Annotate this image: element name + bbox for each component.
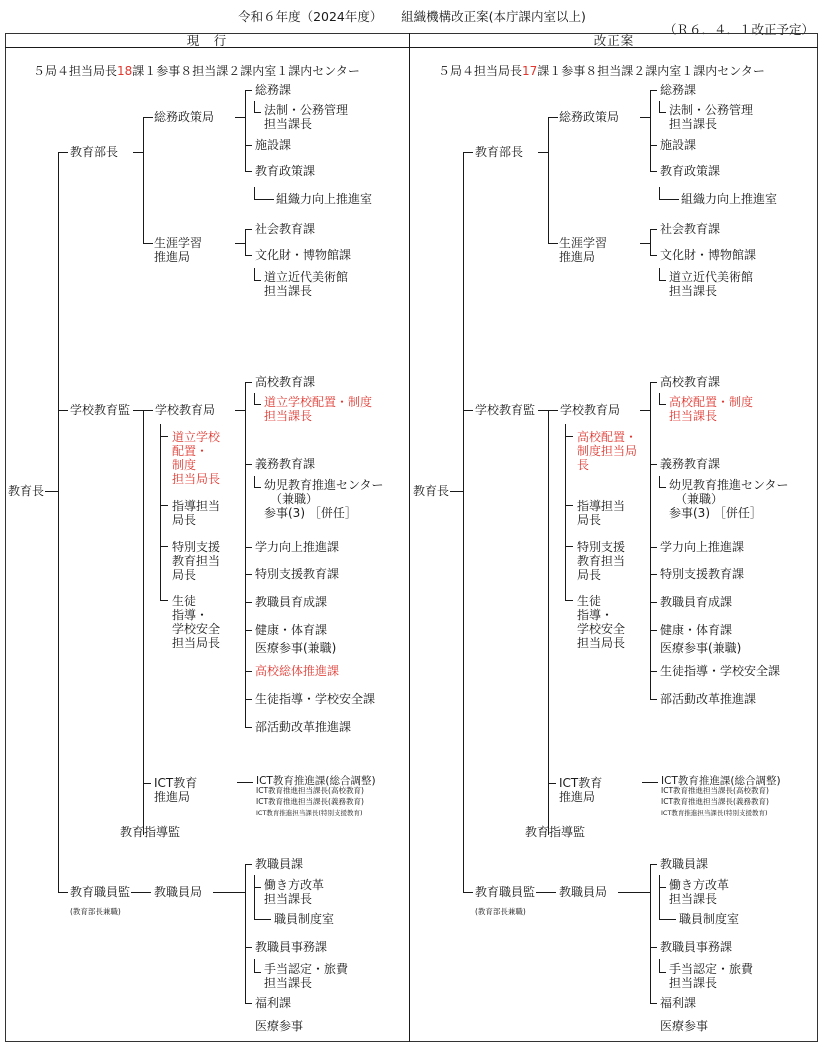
connector	[463, 410, 473, 411]
node-office: 組織力向上推進室	[276, 192, 373, 206]
connector	[235, 117, 245, 118]
connector	[650, 671, 657, 672]
node-somu-bureau: 総務政策局	[559, 110, 620, 124]
connector	[650, 382, 657, 383]
node-section: 文化財・博物館課	[660, 248, 757, 262]
node-section-sub: 道立近代美術館 担当課長	[669, 270, 754, 298]
connector	[650, 90, 657, 91]
connector	[659, 919, 676, 920]
connector	[659, 875, 660, 919]
connector	[245, 727, 252, 728]
node-center: 幼児教育推進センター （兼職） 参事(3) ［併任］	[264, 478, 384, 520]
connector	[536, 892, 556, 893]
connector	[235, 410, 245, 411]
connector	[245, 171, 252, 172]
connector	[254, 972, 261, 973]
connector	[254, 875, 255, 919]
node-office: 職員制度室	[274, 912, 335, 926]
connector	[650, 255, 657, 256]
summary-line: ５局４担当局長18課１参事８担当課２課内室１課内センター	[33, 64, 360, 78]
connector	[650, 947, 657, 948]
section-count: 17	[522, 64, 538, 78]
connector	[650, 145, 657, 146]
connector	[160, 424, 161, 600]
connector	[245, 464, 252, 465]
connector	[143, 117, 144, 244]
node-sub-chief: 生徒 指導・ 学校安全 担当局長	[172, 594, 221, 650]
summary-line: ５局４担当局長17課１参事８担当課２課内室１課内センター	[438, 64, 765, 78]
connector	[254, 280, 261, 281]
connector	[245, 947, 252, 948]
connector	[245, 229, 252, 230]
connector	[463, 152, 464, 893]
node-section: 教職員育成課	[255, 595, 328, 609]
node-ict-bureau: ICT教育 推進局	[559, 776, 603, 804]
column-header-proposed: 改正案	[593, 33, 635, 48]
node-school-supervisor: 学校教育監	[70, 403, 131, 417]
connector	[650, 229, 651, 255]
connector	[143, 243, 153, 244]
connector	[548, 783, 556, 784]
node-sub-chief: 指導担当 局長	[577, 499, 626, 527]
node-ict-sub: ICT教育推進担当課長(義務教育)	[661, 797, 769, 806]
connector	[548, 117, 549, 244]
node-section-sub: 法制・公務管理 担当課長	[264, 103, 349, 131]
connector	[160, 546, 168, 547]
connector	[450, 491, 463, 492]
connector	[245, 382, 252, 383]
connector	[160, 505, 168, 506]
connector	[659, 393, 660, 404]
connector	[650, 602, 657, 603]
connector	[245, 229, 246, 255]
node-section: 学力向上推進課	[255, 540, 340, 554]
node-section-sub: 道立近代美術館 担当課長	[264, 270, 349, 298]
connector	[640, 117, 650, 118]
connector	[58, 152, 59, 893]
connector	[650, 171, 657, 172]
connector	[58, 152, 68, 153]
node-sub-chief: 指導担当 局長	[172, 499, 221, 527]
connector	[659, 112, 666, 113]
node-superintendent: 教育長	[8, 484, 45, 498]
node-section: 特別支援教育課	[660, 567, 745, 581]
node-section: 医療参事(兼職)	[255, 641, 337, 655]
node-section: 部活動改革推進課	[660, 692, 757, 706]
connector	[254, 919, 271, 920]
connector	[565, 546, 573, 547]
node-ict-sub: ICT教育推進担当課長(高校教育)	[661, 786, 769, 795]
node-section: 施設課	[660, 138, 697, 152]
connector	[642, 782, 658, 783]
connector	[237, 782, 253, 783]
connector	[659, 887, 666, 888]
connector	[659, 101, 660, 112]
node-section: 生徒指導・学校安全課	[255, 692, 376, 706]
connector	[659, 199, 679, 200]
connector	[640, 243, 650, 244]
node-edu-director: 教育部長	[475, 145, 524, 159]
connector	[659, 404, 666, 405]
node-staff-bureau: 教職員局	[559, 885, 608, 899]
connector	[650, 464, 657, 465]
node-section-sub: 手当認定・旅費 担当課長	[669, 962, 754, 990]
node-school-bureau: 学校教育局	[155, 403, 216, 417]
connector	[659, 487, 666, 488]
page-title: 令和６年度（2024年度） 組織機構改正案(本庁課内室以上)	[238, 9, 586, 24]
connector	[659, 187, 660, 199]
connector	[565, 505, 573, 506]
node-ict-sub: ICT教育推進担当課長(義務教育)	[256, 797, 364, 806]
connector	[650, 90, 651, 171]
connector	[565, 600, 573, 601]
connector	[160, 600, 168, 601]
connector	[254, 476, 255, 487]
node-sub-chief: 特別支援 教育担当 局長	[577, 540, 626, 582]
node-ict-section: ICT教育推進課(総合調整)	[256, 775, 376, 787]
connector	[245, 671, 252, 672]
connector	[650, 699, 657, 700]
node-section: 義務教育課	[660, 457, 721, 471]
node-section-sub: 働き方改革 担当課長	[669, 878, 730, 906]
node-section: 教職員育成課	[660, 595, 733, 609]
node-sub-chief: 高校配置・ 制度担当局 長	[577, 430, 638, 472]
node-section: 教育政策課	[255, 164, 316, 178]
node-section: 高校教育課	[255, 375, 316, 389]
node-office: 組織力向上推進室	[681, 192, 778, 206]
connector	[245, 864, 246, 1004]
node-shogai-bureau: 生涯学習 推進局	[559, 236, 608, 264]
node-superintendent: 教育長	[413, 484, 450, 498]
node-medical-counselor: 医療参事	[255, 1019, 304, 1033]
connector	[254, 112, 261, 113]
connector	[245, 602, 252, 603]
connector	[254, 959, 255, 972]
node-section-sub-changed: 高校配置・制度 担当課長	[669, 395, 754, 423]
connector	[548, 410, 549, 835]
node-section: 社会教育課	[255, 222, 316, 236]
connector	[254, 404, 261, 405]
node-section: 教育政策課	[660, 164, 721, 178]
node-staff-supervisor: 教育職員監	[475, 885, 536, 899]
node-sub-chief: 特別支援 教育担当 局長	[172, 540, 221, 582]
connector	[565, 424, 566, 600]
node-section: 教職員事務課	[660, 940, 733, 954]
connector	[640, 410, 650, 411]
connector	[245, 864, 252, 865]
connector	[245, 382, 246, 727]
connector	[463, 152, 473, 153]
connector	[245, 699, 252, 700]
connector	[650, 229, 657, 230]
connector	[548, 117, 558, 118]
node-section: 医療参事(兼職)	[660, 641, 742, 655]
node-section-sub: 法制・公務管理 担当課長	[669, 103, 754, 131]
connector	[659, 476, 660, 487]
node-section: 部活動改革推進課	[255, 720, 352, 734]
connector	[131, 892, 151, 893]
connector	[659, 959, 660, 972]
connector	[659, 280, 666, 281]
connector	[659, 268, 660, 280]
connector	[143, 117, 153, 118]
connector	[650, 864, 657, 865]
connector	[618, 892, 650, 893]
node-center: 幼児教育推進センター （兼職） 参事(3) ［併任］	[669, 478, 789, 520]
node-section: 社会教育課	[660, 222, 721, 236]
revision-date: （Ｒ６．４．１改正予定）	[663, 22, 814, 37]
node-ict-sub: ICT教育推進担当課長(特別支援教育)	[661, 809, 768, 817]
node-ict-sub: ICT教育推進担当課長(特別支援教育)	[256, 809, 363, 817]
connector	[565, 436, 573, 437]
connector	[650, 630, 657, 631]
connector	[245, 145, 252, 146]
connector	[245, 547, 252, 548]
connector	[245, 90, 252, 91]
node-section-sub: 働き方改革 担当課長	[264, 878, 325, 906]
connector	[463, 892, 473, 893]
node-staff-note: (教育部長兼職)	[475, 907, 526, 916]
node-section: 総務課	[660, 83, 697, 97]
node-section: 総務課	[255, 83, 292, 97]
node-section-sub: 手当認定・旅費 担当課長	[264, 962, 349, 990]
node-section: 学力向上推進課	[660, 540, 745, 554]
node-medical-counselor: 医療参事	[660, 1019, 709, 1033]
connector	[650, 382, 651, 699]
node-section-sub-changed: 道立学校配置・制度 担当課長	[264, 395, 373, 423]
node-section: 特別支援教育課	[255, 567, 340, 581]
node-section: 生徒指導・学校安全課	[660, 664, 781, 678]
connector	[254, 268, 255, 280]
node-section: 健康・体育課	[660, 623, 733, 637]
connector	[254, 187, 255, 199]
node-school-supervisor: 学校教育監	[475, 403, 536, 417]
node-section: 健康・体育課	[255, 623, 328, 637]
node-section: 文化財・博物館課	[255, 248, 352, 262]
node-staff-note: (教育部長兼職)	[70, 907, 121, 916]
connector	[538, 152, 548, 153]
node-shogai-bureau: 生涯学習 推進局	[154, 236, 203, 264]
connector	[254, 887, 261, 888]
node-office: 職員制度室	[679, 912, 740, 926]
connector	[548, 243, 558, 244]
node-section: 義務教育課	[255, 457, 316, 471]
column-header-current: 現 行	[186, 33, 228, 48]
connector	[245, 255, 252, 256]
connector	[254, 393, 255, 404]
connector	[58, 892, 68, 893]
connector	[133, 152, 143, 153]
node-section: 教職員課	[660, 857, 709, 871]
node-section: 福利課	[660, 996, 697, 1010]
connector	[650, 1003, 657, 1004]
node-section-changed: 高校総体推進課	[255, 664, 340, 678]
node-section: 教職員事務課	[255, 940, 328, 954]
section-count: 18	[117, 64, 133, 78]
node-ict-section: ICT教育推進課(総合調整)	[661, 775, 781, 787]
connector	[254, 101, 255, 112]
node-ict-bureau: ICT教育 推進局	[154, 776, 198, 804]
connector	[254, 199, 274, 200]
node-sub-chief: 生徒 指導・ 学校安全 担当局長	[577, 594, 626, 650]
node-section: 施設課	[255, 138, 292, 152]
node-ict-sub: ICT教育推進担当課長(高校教育)	[256, 786, 364, 795]
connector	[245, 630, 252, 631]
node-sub-chief: 道立学校 配置・ 制度 担当局長	[172, 430, 221, 486]
node-guidance-supervisor: 教育指導監	[525, 825, 586, 839]
connector	[45, 491, 58, 492]
node-section: 福利課	[255, 996, 292, 1010]
node-section: 高校教育課	[660, 375, 721, 389]
connector	[245, 574, 252, 575]
connector	[650, 864, 651, 1004]
org-panel	[0, 0, 410, 1051]
connector	[650, 547, 657, 548]
connector	[143, 783, 151, 784]
connector	[254, 487, 261, 488]
connector	[213, 892, 245, 893]
connector	[58, 410, 68, 411]
node-guidance-supervisor: 教育指導監	[120, 825, 181, 839]
connector	[659, 972, 666, 973]
connector	[143, 410, 144, 835]
node-school-bureau: 学校教育局	[560, 403, 621, 417]
node-staff-supervisor: 教育職員監	[70, 885, 131, 899]
node-section: 教職員課	[255, 857, 304, 871]
connector	[245, 90, 246, 171]
connector	[245, 1003, 252, 1004]
node-staff-bureau: 教職員局	[154, 885, 203, 899]
connector	[160, 436, 168, 437]
org-panel	[405, 0, 815, 1051]
connector	[235, 243, 245, 244]
connector	[650, 574, 657, 575]
node-edu-director: 教育部長	[70, 145, 119, 159]
node-somu-bureau: 総務政策局	[154, 110, 215, 124]
